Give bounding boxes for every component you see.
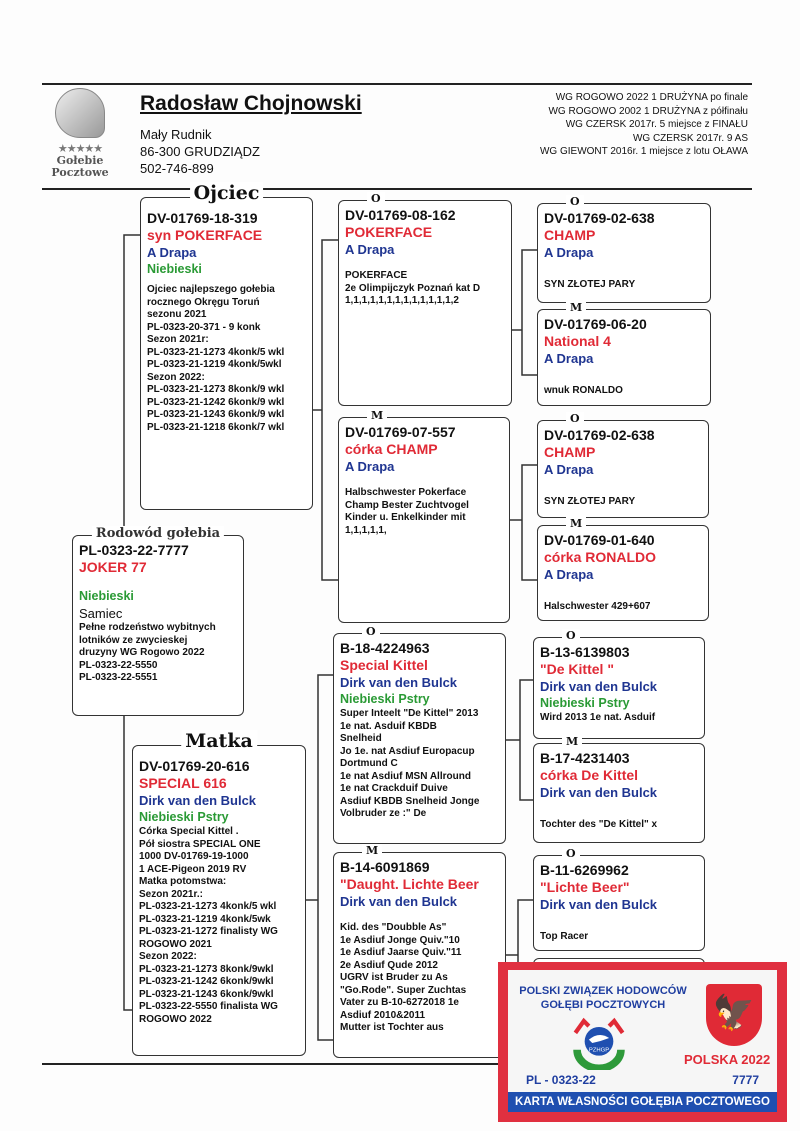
pzhgp-logo-icon: [572, 1016, 626, 1070]
note-line: UGRV ist Bruder zu As: [340, 972, 448, 983]
ring-number: DV-01769-07-557: [345, 424, 456, 440]
note-line: Sezon 2022:: [139, 951, 197, 962]
note-line: sezonu 2021: [147, 309, 207, 320]
ancestor-box: [537, 195, 711, 303]
note-line: PL-0323-21-1273 8konk/9wkl: [139, 963, 274, 975]
pigeon-name: "Lichte Beer": [540, 879, 630, 895]
note-line: Jo 1e. nat Asdiuf Europacup: [340, 745, 475, 757]
note-line: Dortmund C: [340, 758, 398, 769]
grandsire-paternal-box: [338, 192, 512, 406]
breeder: Dirk van den Bulck: [139, 793, 257, 808]
box-title: O: [367, 192, 385, 205]
box-title: O: [562, 847, 580, 860]
note-line: Sezon 2021r:: [147, 334, 209, 345]
sex-label: Samiec: [79, 606, 123, 621]
breeder: A Drapa: [544, 245, 594, 260]
note-line: PL-0323-21-1218 6konk/7 wkl: [147, 421, 285, 433]
ancestor-box: [537, 301, 711, 406]
connector: [124, 716, 132, 1010]
note-line: Kinder u. Enkelkinder mit: [345, 512, 466, 523]
breeder: A Drapa: [544, 462, 594, 477]
org-line: POLSKI ZWIĄZEK HODOWCÓW: [519, 985, 687, 997]
ring-number: DV-01769-20-616: [139, 758, 250, 774]
note-line: Ojciec najlepszego gołebia: [147, 284, 275, 295]
note-line: 1,1,1,1,1,1,1,1,1,1,1,1,1,2: [345, 295, 459, 306]
box-title: M: [566, 301, 586, 314]
note-line: POKERFACE: [345, 270, 408, 281]
box-title: M: [566, 517, 586, 530]
ring-number: DV-01769-08-162: [345, 207, 456, 223]
note-line: rocznego Okręgu Toruń: [147, 296, 260, 308]
connector: [312, 240, 338, 580]
ring-number: DV-01769-01-640: [544, 532, 655, 548]
note-line: SYN ZŁOTEJ PARY: [544, 279, 636, 290]
box-title: O: [362, 625, 380, 638]
card-footer: KARTA WŁASNOŚCI GOŁĘBIA POCZTOWEGO: [508, 1092, 777, 1112]
ancestor-box: [533, 847, 705, 951]
note-line: druzyny WG Rogowo 2022: [79, 647, 205, 658]
connector: [124, 235, 140, 536]
connector: [510, 465, 537, 580]
note-line: ROGOWO 2021: [139, 938, 212, 950]
ring-number: DV-01769-18-319: [147, 210, 258, 226]
note-line: PL-0323-22-5550 finalista WG: [139, 1001, 278, 1012]
breeder: Dirk van den Bulck: [340, 675, 458, 690]
card-organization: [518, 984, 688, 1012]
box-title: O: [566, 412, 584, 425]
note-line: PL-0323-21-1242 6konk/9wkl: [139, 976, 274, 987]
note-line: PL-0323-21-1242 6konk/9 wkl: [147, 396, 285, 408]
note-line: wnuk RONALDO: [544, 385, 623, 396]
pigeon-name: JOKER 77: [79, 559, 147, 575]
achievement: WG ROGOWO 2002 1 DRUŻYNA z półfinału: [548, 105, 748, 117]
polish-eagle-icon: 🦅: [706, 984, 762, 1046]
breeder: A Drapa: [544, 567, 594, 582]
color-label: Niebieski: [79, 589, 134, 603]
achievement: WG GIEWONT 2016r. 1 miejsce z lotu OŁAWA: [539, 146, 748, 157]
color-label: Niebieski: [147, 262, 202, 276]
color-label: Niebieski Pstry: [540, 696, 630, 710]
note-line: PL-0323-22-5551: [79, 672, 158, 683]
pigeon-name: syn POKERFACE: [147, 227, 263, 243]
ring-number: B-13-6139803: [540, 644, 630, 660]
breeder: Dirk van den Bulck: [540, 897, 658, 912]
ring-number: DV-01769-02-638: [544, 210, 655, 226]
note-line: Volbruder ze :" De: [340, 808, 427, 819]
ring-number: B-11-6269962: [540, 862, 629, 878]
ring-number: PL-0323-22-7777: [79, 542, 189, 558]
card-ring-prefix: PL - 0323-22: [526, 1073, 596, 1087]
note-line: PL-0323-21-1243 6konk/9 wkl: [147, 409, 285, 420]
note-line: PL-0323-21-1219 4konk/5wkl: [147, 359, 282, 370]
owner-name: Radosław Chojnowski: [140, 92, 362, 115]
pigeon-name: POKERFACE: [345, 224, 433, 240]
note-line: PL-0323-21-1272 finalisty WG: [139, 926, 278, 937]
breeder: Dirk van den Bulck: [540, 679, 658, 694]
ancestor-box: [537, 412, 709, 518]
note-line: PL-0323-21-1243 6konk/9wkl: [139, 988, 274, 1000]
note-line: 1e nat. Asduif KBDB: [340, 720, 437, 732]
note-line: Champ Bester Zuchtvogel: [345, 499, 469, 511]
breeder: Dirk van den Bulck: [540, 785, 658, 800]
note-line: PL-0323-21-1219 4konk/5wk: [139, 913, 271, 925]
pigeon-name: córka RONALDO: [544, 549, 657, 565]
note-line: 2e Asdiuf Qude 2012: [340, 959, 438, 971]
note-line: PL-0323-22-5550: [79, 659, 158, 671]
note-line: 1e Asdiuf Jaarse Quiv."11: [340, 947, 462, 958]
note-line: Córka Special Kittel .: [139, 826, 239, 837]
card-ring-number: 7777: [732, 1073, 759, 1087]
note-line: Asdiuf KBDB Snelheid Jonge: [340, 795, 480, 807]
breeder: A Drapa: [147, 245, 197, 260]
note-line: 1e nat Crackduif Duive: [340, 783, 448, 794]
logo-text: Pocztowe: [51, 166, 109, 179]
note-line: Snelheid: [340, 733, 382, 744]
ancestor-box: [537, 517, 709, 621]
note-line: 1,1,1,1,1,: [345, 524, 387, 536]
connector: [512, 250, 537, 375]
ancestor-box: [533, 629, 705, 739]
achievement: WG CZERSK 2017r. 9 AS: [632, 132, 748, 144]
note-line: 2e Olimpijczyk Poznań kat D: [345, 282, 481, 294]
note-line: 1 ACE-Pigeon 2019 RV: [139, 863, 247, 875]
note-line: Super Inteelt "De Kittel" 2013: [340, 708, 479, 719]
note-line: Sezon 2022:: [147, 371, 205, 383]
box-title: O: [566, 195, 584, 208]
pigeon-name: "De Kittel ": [540, 661, 614, 677]
breeder: A Drapa: [544, 351, 594, 366]
note-line: lotników ze zwycieskej: [79, 634, 188, 646]
note-line: SYN ZŁOTEJ PARY: [544, 496, 636, 507]
granddam-maternal-box: [333, 844, 506, 1058]
pigeon-name: SPECIAL 616: [139, 775, 227, 791]
logo-stars: ★★★★★: [57, 143, 103, 155]
address-line: Mały Rudnik: [140, 127, 212, 142]
org-line: GOŁĘBI POCZTOWYCH: [540, 999, 666, 1011]
note-line: PL-0323-21-1273 4konk/5 wkl: [139, 901, 277, 912]
color-label: Niebieski Pstry: [340, 692, 430, 706]
note-line: Tochter des "De Kittel" x: [540, 819, 658, 830]
breeder: A Drapa: [345, 459, 395, 474]
pigeon-name: National 4: [544, 333, 611, 349]
ancestor-box: [533, 735, 705, 843]
note-line: Matka potomstwa:: [139, 876, 227, 887]
note-line: ROGOWO 2022: [139, 1013, 212, 1025]
note-line: 1e nat Asdiuf MSN Allround: [340, 770, 471, 782]
breeder: A Drapa: [345, 242, 395, 257]
ownership-card: [498, 962, 787, 1122]
father-box: [140, 182, 313, 510]
pigeon-name: CHAMP: [544, 227, 596, 243]
note-line: Pełne rodzeństwo wybitnych: [79, 622, 216, 633]
color-label: Niebieski Pstry: [139, 810, 229, 824]
note-line: "Go.Rode". Super Zuchtas: [340, 984, 467, 996]
box-title: Matka: [181, 730, 257, 752]
breeder: Dirk van den Bulck: [340, 894, 458, 909]
achievement: WG ROGOWO 2022 1 DRUŻYNA po finale: [555, 92, 748, 103]
logo-text: PZHGP: [588, 1047, 610, 1054]
grandsire-maternal-box: [333, 625, 506, 844]
note-line: Wird 2013 1e nat. Asduif: [540, 712, 656, 723]
note-line: PL-0323-21-1273 4konk/5 wkl: [147, 346, 285, 358]
card-country: POLSKA 2022: [684, 1052, 771, 1067]
note-line: Mutter ist Tochter aus: [340, 1022, 444, 1033]
ring-number: B-14-6091869: [340, 859, 430, 875]
note-line: Halschwester 429+607: [544, 601, 651, 612]
card-inner: [508, 970, 777, 1112]
note-line: Kid. des "Doubble As": [340, 922, 447, 933]
note-line: Vater zu B-10-6272018 1e: [340, 997, 459, 1008]
note-line: Sezon 2021r.:: [139, 888, 203, 900]
ring-number: B-18-4224963: [340, 640, 430, 656]
note-line: 1e Asdiuf Jonge Quiv."10: [340, 934, 460, 946]
note-line: Pół siostra SPECIAL ONE: [139, 838, 261, 850]
ring-number: B-17-4231403: [540, 750, 630, 766]
pigeon-name: córka De Kittel: [540, 767, 639, 783]
subject-box: [72, 526, 244, 716]
note-line: PL-0323-20-371 - 9 konk: [147, 321, 261, 333]
box-title: O: [562, 629, 580, 642]
connector: [305, 675, 333, 1040]
note-line: Top Racer: [540, 931, 589, 942]
pigeon-name: córka CHAMP: [345, 441, 438, 457]
box-title: Ojciec: [190, 182, 264, 204]
logo-text: Gołebie: [56, 154, 104, 167]
note-line: PL-0323-21-1273 8konk/9 wkl: [147, 384, 285, 395]
pigeon-name: Special Kittel: [340, 657, 428, 673]
note-line: Halbschwester Pokerface: [345, 487, 467, 498]
note-line: 1000 DV-01769-19-1000: [139, 851, 249, 862]
address-line: 86-300 GRUDZIĄDZ: [140, 144, 260, 159]
mother-box: [132, 730, 306, 1056]
box-title: M: [367, 409, 387, 422]
box-title: M: [362, 844, 382, 857]
achievement: WG CZERSK 2017r. 5 miejsce z FINAŁU: [565, 119, 748, 130]
box-title: Rodowód gołebia: [92, 526, 224, 541]
pigeon-name: "Daught. Lichte Beer: [340, 876, 479, 892]
granddam-paternal-box: [338, 409, 510, 623]
ring-number: DV-01769-02-638: [544, 427, 655, 443]
note-line: Asdiuf 2010&2011: [340, 1009, 426, 1021]
pigeon-name: CHAMP: [544, 444, 596, 460]
box-title: M: [562, 735, 582, 748]
phone-number: 502-746-899: [140, 161, 214, 176]
ring-number: DV-01769-06-20: [544, 316, 647, 332]
